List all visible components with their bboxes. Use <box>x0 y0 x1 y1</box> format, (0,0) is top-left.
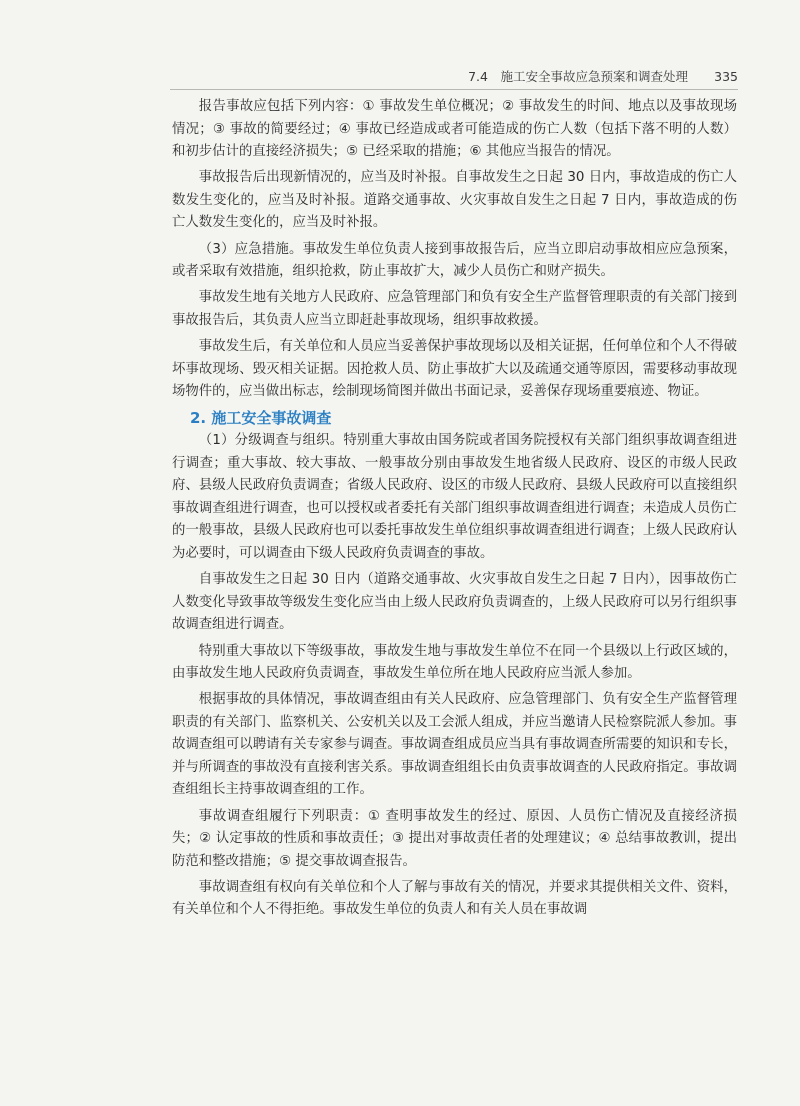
paragraph-report-contents: 报告事故应包括下列内容：① 事故发生单位概况；② 事故发生的时间、地点以及事故现场情况；③ 事故的简要经过；④ 事故已经造成或者可能造成的伤亡人数（包括下落不明的人数）和初步估计的直接经济损失；⑤ 已经采取的措施；⑥ 其他应当报告的情况。 <box>172 99 737 159</box>
paragraph-thirty-day-rule: 自事故发生之日起 30 日内（道路交通事故、火灾事故自发生之日起 7 日内），因事故伤亡人数变化导致事故等级发生变化应当由上级人民政府负责调查的，上级人民政府可以另行组织事故调查组进行调查。 <box>172 572 737 633</box>
page-number: 335 <box>714 69 738 84</box>
paragraph-supplementary-report: 事故报告后出现新情况的，应当及时补报。自事故发生之日起 30 日内，事故造成的伤亡人数发生变化的，应当及时补报。道路交通事故、火灾事故自发生之日起 7 日内，事故造成的伤亡人数发生变化的，应当及时补报。 <box>172 170 737 231</box>
paragraph-information-rights: 事故调查组有权向有关单位和个人了解与事故有关的情况，并要求其提供相关文件、资料，有关单位和个人不得拒绝。事故发生单位的负责人和有关人员在事故调 <box>172 879 737 918</box>
paragraph-government-response: 事故发生地有关地方人民政府、应急管理部门和负有安全生产监督管理职责的有关部门接到事故报告后，其负责人应当立即赶赴事故现场，组织事故救援。 <box>172 290 737 328</box>
header-divider <box>170 89 738 90</box>
body-text <box>172 96 737 926</box>
paragraph-emergency-measures: （3）应急措施。事故发生单位负责人接到事故报告后，应当立即启动事故相应应急预案，或者采取有效措施，组织抢救，防止事故扩大，减少人员伤亡和财产损失。 <box>172 241 737 280</box>
paragraph-team-duties: 事故调查组履行下列职责：① 查明事故发生的经过、原因、人员伤亡情况及直接经济损失；② 认定事故的性质和事故责任；③ 提出对事故责任者的处理建议；④ 总结事故教训，提出防范和整改措施；⑤ 提交事故调查报告。 <box>172 808 737 869</box>
paragraph-cross-region: 特别重大事故以下等级事故，事故发生地与事故发生单位不在同一个县级以上行政区域的，由事故发生地人民政府负责调查，事故发生单位所在地人民政府应当派人参加。 <box>172 643 737 682</box>
section-title: 7.4 施工安全事故应急预案和调查处理 <box>468 69 688 84</box>
section-heading: 2. 施工安全事故调查 <box>190 409 332 428</box>
running-header <box>170 66 738 88</box>
paragraph-team-composition: 根据事故的具体情况，事故调查组由有关人民政府、应急管理部门、负有安全生产监督管理职责的有关部门、监察机关、公安机关以及工会派人组成，并应当邀请人民检察院派人参加。事故调查组可以聘请有关专家参与调查。事故调查组成员应当具有事故调查所需要的知识和专长，并与所调查的事故没有直接利害关系。事故调查组组长由负责事故调查的人民政府指定。事故调查组组长主持事故调查组的工作。 <box>172 692 737 798</box>
paragraph-scene-protection: 事故发生后，有关单位和人员应当妥善保护事故现场以及相关证据，任何单位和个人不得破坏事故现场、毁灭相关证据。因抢救人员、防止事故扩大以及疏通交通等原因，需要移动事故现场物件的，应当做出标志，绘制现场简图并做出书面记录，妥善保存现场重要痕迹、物证。 <box>172 339 737 400</box>
paragraph-graded-investigation: （1）分级调查与组织。特别重大事故由国务院或者国务院授权有关部门组织事故调查组进行调查；重大事故、较大事故、一般事故分别由事故发生地省级人民政府、设区的市级人民政府、县级人民政府负责调查；省级人民政府、设区的市级人民政府、县级人民政府可以直接组织事故调查组进行调查，也可以授权或者委托有关部门组织事故调查组进行调查；未造成人员伤亡的一般事故，县级人民政府也可以委托事故发生单位组织事故调查组进行调查；上级人民政府认为必要时，可以调查由下级人民政府负责调查的事故。 <box>172 433 737 561</box>
